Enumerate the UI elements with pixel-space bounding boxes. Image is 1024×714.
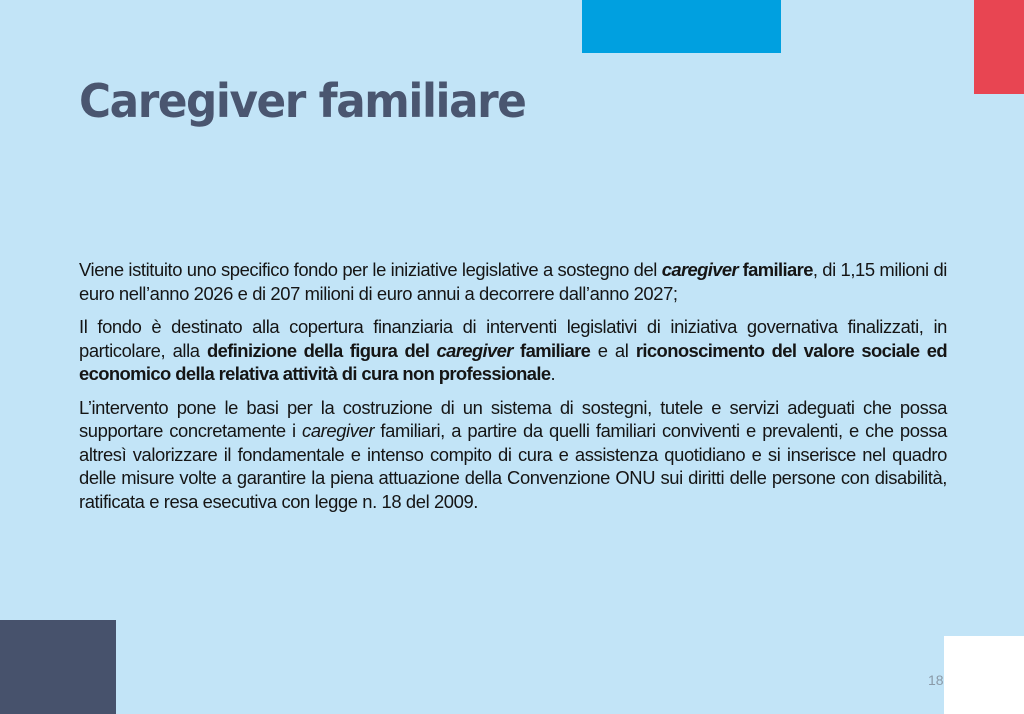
page-number: 18 xyxy=(928,672,944,688)
paragraph-text: familiari, a partire da quelli familiari conviventi e prevalenti, e che possa altresì valorizzare il fondamentale e intenso compito di cura e assistenza quotidiano e si inserisce nel quadro delle misure volte a garantire la piena attuazione della Convenzione ONU sui diritti delle persone con disabilità, ratificata e resa esecutiva con legge n. 18 del 2009. xyxy=(79,420,947,512)
decorative-blue-block xyxy=(582,0,781,53)
emphasis-familiare: familiare xyxy=(512,339,591,361)
paragraph-intervention xyxy=(79,396,947,514)
slide-title: Caregiver familiare xyxy=(79,74,526,128)
paragraph-fund-purpose xyxy=(79,315,947,386)
paragraph-text: L’intervento pone le basi per la costruzione di un sistema di sostegni, tutele e servizi adeguati che possa supportare concretamente i xyxy=(79,396,947,441)
paragraph-text: Viene istituito uno specifico fondo per le iniziative legislative a sostegno del xyxy=(79,259,662,280)
slide-body xyxy=(79,258,947,523)
emphasis-caregiver: caregiver xyxy=(302,420,375,441)
emphasis-familiare: familiare xyxy=(738,259,813,280)
paragraph-fund-establishment xyxy=(79,258,947,305)
paragraph-text: , di 1,15 milioni di euro nell’anno 2026 e di 207 milioni di euro annui a decorrere dall’anno 2027; xyxy=(79,259,947,304)
paragraph-text: . xyxy=(550,363,556,384)
emphasis-riconoscimento: riconoscimento del valore sociale ed economico della relativa attività di cura non professionale xyxy=(79,339,947,384)
paragraph-text: Il fondo è destinato alla copertura finanziaria di interventi legislativi di iniziativa governativa finalizzati, in particolare, alla xyxy=(79,316,947,361)
emphasis-caregiver: caregiver xyxy=(661,259,739,280)
decorative-navy-block xyxy=(0,620,116,714)
decorative-red-block xyxy=(974,0,1024,94)
emphasis-definizione: definizione della figura del xyxy=(207,339,437,361)
decorative-white-block xyxy=(944,636,1024,714)
paragraph-text: e al xyxy=(590,339,636,361)
emphasis-caregiver: caregiver xyxy=(436,339,513,361)
